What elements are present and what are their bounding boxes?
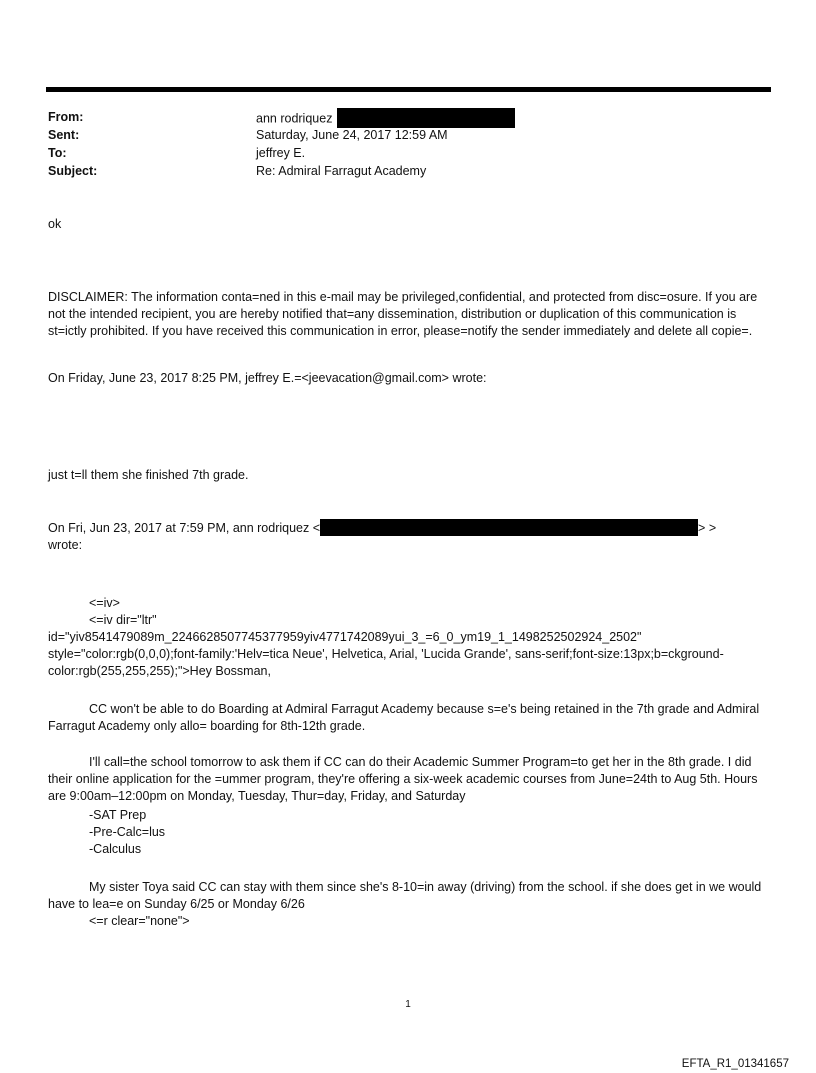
subject-row bbox=[48, 163, 768, 181]
subject-value: Re: Admiral Farragut Academy bbox=[256, 164, 427, 178]
sent-label: Sent: bbox=[48, 128, 80, 142]
to-label: To: bbox=[48, 146, 67, 160]
header-rule bbox=[46, 87, 771, 92]
quote2-header-start: On Fri, Jun 23, 2017 at 7:59 PM, ann rodriquez < bbox=[48, 521, 321, 535]
sent-value: Saturday, June 24, 2017 12:59 AM bbox=[256, 128, 448, 142]
course-item: -SAT Prep bbox=[89, 808, 147, 822]
redaction-bar bbox=[320, 519, 698, 536]
reply-text: ok bbox=[48, 217, 62, 231]
redaction-bar bbox=[337, 108, 515, 128]
to-row bbox=[48, 145, 768, 163]
paragraph-boarding: CC won't be able to do Boarding at Admiral Farragut Academy because s=e's being retained in the 7th grade and Admiral Farragut Academy only allo= boarding for 8th-12th grade. bbox=[48, 702, 760, 733]
to-value: jeffrey E. bbox=[256, 146, 306, 160]
quote2-wrote: wrote: bbox=[48, 538, 83, 553]
course-item: -Calculus bbox=[89, 842, 142, 856]
from-value: ann rodriquez bbox=[256, 111, 333, 126]
document-id: EFTA_R1_01341657 bbox=[681, 1058, 789, 1070]
email-header bbox=[48, 109, 768, 181]
course-item: -Pre-Calc=lus bbox=[89, 825, 166, 839]
div-attributes: id="yiv8541479089m_2246628507745377959yiv4771742089yui_3_=6_0_ym19_1_1498252502924_2502" style="color:rgb(0,0,0);font-family:'Helv=tica Neue', Helvetica, Arial, 'Lucida Grande', sans-serif;font-size:13px;b=ckground-color:rgb(255,255,255);">Hey Bossman, bbox=[48, 630, 724, 678]
quote2-header bbox=[48, 520, 773, 554]
sent-row bbox=[48, 127, 768, 145]
div-dir-tag: <=iv dir="ltr" bbox=[89, 613, 157, 627]
page-number: 1 bbox=[405, 999, 411, 1010]
div-open-tag: <=iv> bbox=[89, 596, 120, 610]
from-row bbox=[48, 109, 768, 127]
course-list bbox=[48, 807, 773, 858]
quote2-header-end: > > bbox=[698, 521, 717, 535]
br-tag: <=r clear="none"> bbox=[89, 914, 190, 928]
disclaimer: DISCLAIMER: The information conta=ned in this e-mail may be privileged,confidential, and protected from disc=osure. If you are not the intended recipient, you are hereby notified that=any dissemination, distribution or duplication of this communication is st=ictly prohibited. If you have received this communication in error, please=notify the sender immediately and delete all copie=. bbox=[48, 290, 758, 338]
paragraph-sister: My sister Toya said CC can stay with them since she's 8-10=in away (driving) from the school. if she does get in we would have to lea=e on Sunday 6/25 or Monday 6/26 bbox=[48, 880, 762, 911]
quote1-text: just t=ll them she finished 7th grade. bbox=[48, 468, 249, 482]
from-label: From: bbox=[48, 110, 84, 124]
quote1-header: On Friday, June 23, 2017 8:25 PM, jeffrey E.=<jeevacation@gmail.com> wrote: bbox=[48, 371, 487, 385]
html-fragment bbox=[48, 595, 773, 680]
subject-label: Subject: bbox=[48, 164, 98, 178]
paragraph-summer-program: I'll call=the school tomorrow to ask them if CC can do their Academic Summer Program=to get her in the 8th grade. I did their online application for the =ummer program, they're offering a six-week academic courses from June=24th to Aug 5th. Hours are 9:00am–12:00pm on Monday, Tuesday, Thur=day, Friday, and Saturday bbox=[48, 755, 758, 803]
